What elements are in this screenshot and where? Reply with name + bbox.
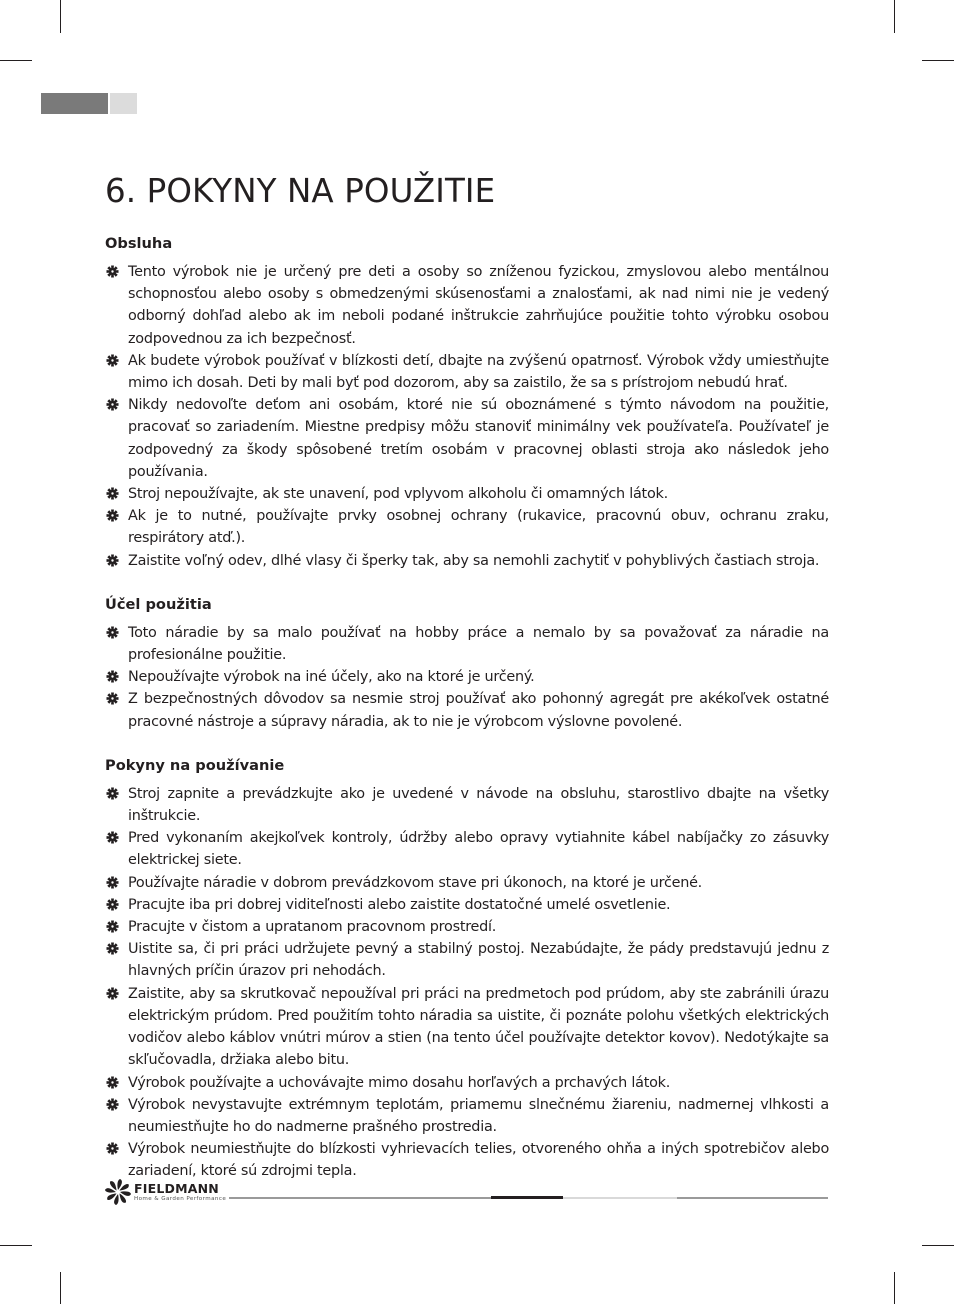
list-item-text: Pracujte iba pri dobrej viditeľnosti alebo zaistite dostatočné umelé osvetlenie. <box>128 896 671 913</box>
section-title: Účel použitia <box>105 595 212 613</box>
gear-bullet-icon <box>106 554 119 567</box>
footer-logo <box>104 1178 234 1208</box>
list-item-text: Tento výrobok nie je určený pre deti a osoby so zníženou fyzickou, zmyslovou alebo mentálnou schopnosťou alebo osoby s obmedzenými skúsenosťami a znalosťami, ak nad nimi nie je vedený odborný dohľad alebo ak im neboli podané inštrukcie zahrňujúce použitie tohto výrobku osobou zodpovednou za ich bezpečnosť. <box>128 264 829 347</box>
brand-tagline: Home & Garden Performance <box>134 1196 227 1202</box>
section-title: Pokyny na používanie <box>105 756 285 774</box>
crop-mark-top-left-v <box>60 0 61 33</box>
list-item <box>105 261 829 350</box>
bullet-list <box>105 622 829 733</box>
bullet-list <box>105 261 829 572</box>
list-item <box>105 394 829 483</box>
list-item-text: Zaistite voľný odev, dlhé vlasy či šperky tak, aby sa nemohli zachytiť v pohyblivých častiach stroja. <box>128 552 820 569</box>
list-item <box>105 1072 829 1094</box>
list-item-text: Zaistite, aby sa skrutkovač nepoužíval pri práci na predmetoch pod prúdom, aby ste zabránili úrazu elektrickým prúdom. Pred použitím tohto náradia sa uistite, či poznáte polohu všetkých elektrických vodičov alebo káblov vnútri múrov a stien (na tento účel používajte detektor kovov). Nedotýkajte sa skľučovadla, držiaka alebo bitu. <box>128 985 829 1069</box>
crop-mark-top-right-h <box>922 60 954 61</box>
gear-bullet-icon <box>106 692 119 705</box>
crop-mark-top-right-v <box>894 0 895 33</box>
list-item <box>105 688 829 732</box>
list-item <box>105 622 829 666</box>
footer-bar-grey <box>229 1197 491 1199</box>
gear-bullet-icon <box>106 1142 119 1155</box>
list-item <box>105 872 829 894</box>
list-item <box>105 938 829 982</box>
list-item <box>105 666 829 688</box>
list-item-text: Stroj zapnite a prevádzkujte ako je uvedené v návode na obsluhu, starostlivo dbajte na všetky inštrukcie. <box>128 785 829 825</box>
gear-bullet-icon <box>106 509 119 522</box>
footer-bar-light <box>563 1197 677 1199</box>
gear-bullet-icon <box>106 831 119 844</box>
list-item <box>105 827 829 871</box>
page-tab-light <box>110 93 137 114</box>
gear-bullet-icon <box>106 920 119 933</box>
section-pokyny-na-pouzivanie <box>105 755 829 1183</box>
section-title: Obsluha <box>105 235 173 252</box>
list-item-text: Toto náradie by sa malo používať na hobby práce a nemalo by sa považovať za náradie na profesionálne použitie. <box>128 624 829 664</box>
crop-mark-bottom-right-h <box>922 1245 954 1246</box>
crop-mark-top-left-h <box>0 60 32 61</box>
list-item-text: Výrobok neumiestňujte do blízkosti vyhrievacích telies, otvoreného ohňa a iných spotrebičov alebo zariadení, ktoré sú zdrojmi tepla. <box>128 1141 829 1180</box>
list-item-text: Výrobok nevystavujte extrémnym teplotám, priamemu slnečnému žiareniu, nadmernej vlhkosti a neumiestňujte ho do nadmerne prašného prostredia. <box>128 1096 829 1135</box>
gear-bullet-icon <box>106 626 119 639</box>
list-item <box>105 350 829 394</box>
list-item-text: Z bezpečnostných dôvodov sa nesmie stroj používať ako pohonný agregát pre akékoľvek ostatné pracovné nástroje a súpravy náradia, ak to nie je výrobcom výslovne povolené. <box>128 691 829 730</box>
gear-bullet-icon <box>106 487 119 500</box>
list-item-text: Nepoužívajte výrobok na iné účely, ako na ktoré je určený. <box>128 669 535 686</box>
fieldmann-fan-logo-icon <box>104 1178 132 1206</box>
footer-bar-dark <box>491 1196 563 1199</box>
gear-bullet-icon <box>106 1076 119 1089</box>
list-item <box>105 983 829 1072</box>
bullet-list <box>105 783 829 1183</box>
crop-mark-bottom-left-v <box>60 1272 61 1304</box>
list-item <box>105 505 829 549</box>
list-item-text: Výrobok používajte a uchovávajte mimo dosahu horľavých a prchavých látok. <box>128 1074 671 1091</box>
page-title: 6. POKYNY NA POUŽITIE <box>105 172 496 210</box>
list-item <box>105 894 829 916</box>
gear-bullet-icon <box>106 876 119 889</box>
list-item-text: Ak budete výrobok používať v blízkosti detí, dbajte na zvýšenú opatrnosť. Výrobok vždy umiestňujte mimo ich dosah. Deti by mali byť pod dozorom, aby sa zaistilo, že sa s prístrojom nebudú hrať. <box>128 352 829 392</box>
crop-mark-bottom-left-h <box>0 1245 32 1246</box>
section-ucel-pouzitia <box>105 594 829 733</box>
list-item-text: Pred vykonaním akejkoľvek kontroly, údržby alebo opravy vytiahnite kábel nabíjačky zo zásuvky elektrickej siete. <box>128 830 829 869</box>
gear-bullet-icon <box>106 1098 119 1111</box>
list-item-text: Nikdy nedovoľte deťom ani osobám, ktoré nie sú oboznámené s týmto návodom na použitie, pracovať so zariadením. Miestne predpisy môžu stanoviť minimálny vek používateľa. Používateľ je zodpovedný za škody spôsobené tretím osobám v pracovnej oblasti stroja ako následok jeho používania. <box>128 397 829 480</box>
gear-bullet-icon <box>106 670 119 683</box>
list-item <box>105 1138 829 1182</box>
list-item <box>105 483 829 505</box>
brand-name: FIELDMANN <box>134 1181 219 1196</box>
list-item <box>105 550 829 572</box>
gear-bullet-icon <box>106 398 119 411</box>
gear-bullet-icon <box>106 898 119 911</box>
list-item-text: Stroj nepoužívajte, ak ste unavení, pod vplyvom alkoholu či omamných látok. <box>128 486 668 503</box>
list-item-text: Pracujte v čistom a upratanom pracovnom prostredí. <box>128 919 497 936</box>
footer-bar-grey-right <box>677 1197 828 1199</box>
list-item-text: Ak je to nutné, používajte prvky osobnej ochrany (rukavice, pracovnú obuv, ochranu zraku, respirátory atď.). <box>128 508 829 547</box>
gear-bullet-icon <box>106 942 119 955</box>
gear-bullet-icon <box>106 787 119 800</box>
page-content <box>105 170 829 1183</box>
list-item-text: Používajte náradie v dobrom prevádzkovom stave pri úkonoch, na ktoré je určené. <box>128 874 703 891</box>
list-item <box>105 916 829 938</box>
page-tab-dark <box>41 93 108 114</box>
crop-mark-bottom-right-v <box>894 1272 895 1304</box>
list-item <box>105 783 829 827</box>
gear-bullet-icon <box>106 265 119 278</box>
section-obsluha <box>105 233 829 572</box>
list-item <box>105 1094 829 1138</box>
list-item-text: Uistite sa, či pri práci udržujete pevný a stabilný postoj. Nezabúdajte, že pády predstavujú jednu z hlavných príčin úrazov pri nehodách. <box>128 941 829 980</box>
gear-bullet-icon <box>106 987 119 1000</box>
gear-bullet-icon <box>106 354 119 367</box>
